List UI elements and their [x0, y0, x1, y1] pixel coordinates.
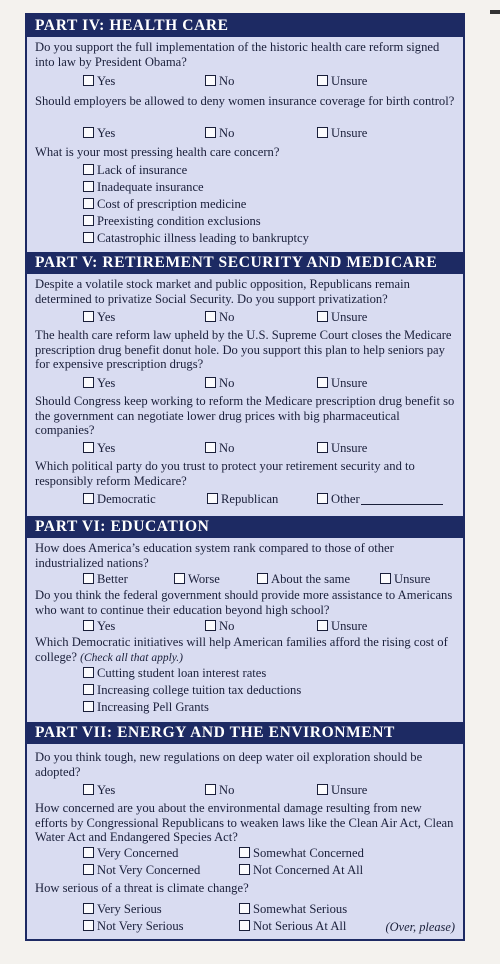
question-text: How serious of a threat is climate change?	[35, 881, 249, 895]
checkbox[interactable]	[83, 903, 94, 914]
option-yes[interactable]: Yes	[83, 376, 115, 390]
checkbox[interactable]	[83, 215, 94, 226]
question-text: Do you think the federal government should provide more assistance to Americans who want to continue their education beyond high school?	[35, 588, 453, 617]
option-no[interactable]: No	[205, 126, 234, 140]
checkbox[interactable]	[83, 493, 94, 504]
option-unsure[interactable]: Unsure	[380, 572, 430, 586]
question-text: The health care reform law upheld by the U.S. Supreme Court closes the Medicare prescription drug benefit donut hole. Do you support this plan to help seniors pay for expensive prescription drugs?	[35, 328, 452, 371]
option-no[interactable]: No	[205, 783, 234, 797]
option-yes[interactable]: Yes	[83, 74, 115, 88]
checkbox[interactable]	[83, 232, 94, 243]
checkbox[interactable]	[317, 75, 328, 86]
checkbox[interactable]	[83, 377, 94, 388]
checkbox[interactable]	[83, 847, 94, 858]
option-not-serious-at-all[interactable]: Not Serious At All	[239, 919, 346, 933]
checkbox[interactable]	[205, 311, 216, 322]
option-yes[interactable]: Yes	[83, 619, 115, 633]
checkbox[interactable]	[83, 667, 94, 678]
checkbox[interactable]	[83, 75, 94, 86]
checkbox[interactable]	[317, 311, 328, 322]
section-header: PART V: RETIREMENT SECURITY AND MEDICARE	[27, 252, 463, 274]
option-concern[interactable]: Preexisting condition exclusions	[83, 214, 261, 228]
other-write-in-line[interactable]	[361, 494, 443, 505]
checkbox[interactable]	[83, 573, 94, 584]
question-text: What is your most pressing health care concern?	[35, 145, 280, 159]
option-yes[interactable]: Yes	[83, 126, 115, 140]
question-text: How concerned are you about the environmental damage resulting from new efforts by Congressional Republicans to weaken laws like the Clean Air Act, Clean Water Act and Endangered Species Act?	[35, 801, 454, 844]
option-initiative[interactable]: Increasing Pell Grants	[83, 700, 209, 714]
option-unsure[interactable]: Unsure	[317, 619, 367, 633]
option-other[interactable]: Other	[317, 492, 443, 506]
option-concern[interactable]: Cost of prescription medicine	[83, 197, 246, 211]
option-yes[interactable]: Yes	[83, 441, 115, 455]
checkbox[interactable]	[174, 573, 185, 584]
page-edge-mark	[490, 10, 500, 14]
option-worse[interactable]: Worse	[174, 572, 220, 586]
checkbox[interactable]	[205, 377, 216, 388]
option-yes[interactable]: Yes	[83, 310, 115, 324]
option-unsure[interactable]: Unsure	[317, 376, 367, 390]
option-initiative[interactable]: Increasing college tuition tax deductions	[83, 683, 301, 697]
checkbox[interactable]	[205, 784, 216, 795]
check-all-note: (Check all that apply.)	[80, 651, 183, 664]
option-better[interactable]: Better	[83, 572, 128, 586]
checkbox[interactable]	[317, 784, 328, 795]
checkbox[interactable]	[83, 164, 94, 175]
checkbox[interactable]	[317, 377, 328, 388]
option-somewhat-serious[interactable]: Somewhat Serious	[239, 902, 347, 916]
checkbox[interactable]	[83, 442, 94, 453]
checkbox[interactable]	[239, 847, 250, 858]
checkbox[interactable]	[83, 864, 94, 875]
checkbox[interactable]	[317, 442, 328, 453]
checkbox[interactable]	[83, 920, 94, 931]
checkbox[interactable]	[83, 311, 94, 322]
checkbox[interactable]	[239, 864, 250, 875]
option-unsure[interactable]: Unsure	[317, 441, 367, 455]
option-no[interactable]: No	[205, 376, 234, 390]
option-yes[interactable]: Yes	[83, 783, 115, 797]
option-somewhat-concerned[interactable]: Somewhat Concerned	[239, 846, 364, 860]
checkbox[interactable]	[207, 493, 218, 504]
question-text: How does America’s education system rank compared to those of other industrialized nations?	[35, 541, 394, 570]
option-no[interactable]: No	[205, 441, 234, 455]
option-unsure[interactable]: Unsure	[317, 310, 367, 324]
checkbox[interactable]	[83, 620, 94, 631]
option-concern[interactable]: Lack of insurance	[83, 163, 187, 177]
over-please-note: (Over, please)	[385, 920, 455, 934]
option-unsure[interactable]: Unsure	[317, 783, 367, 797]
option-concern[interactable]: Catastrophic illness leading to bankruptcy	[83, 231, 309, 245]
option-republican[interactable]: Republican	[207, 492, 278, 506]
question-text: Which Democratic initiatives will help American families afford the rising cost of college? (Check all that apply.)	[35, 635, 448, 664]
checkbox[interactable]	[83, 127, 94, 138]
checkbox[interactable]	[83, 784, 94, 795]
question-text: Despite a volatile stock market and public opposition, Republicans remain determined to privatize Social Security. Do you support privatization?	[35, 277, 410, 306]
option-concern[interactable]: Inadequate insurance	[83, 180, 204, 194]
checkbox[interactable]	[205, 127, 216, 138]
option-no[interactable]: No	[205, 74, 234, 88]
option-not-concerned-at-all[interactable]: Not Concerned At All	[239, 863, 363, 877]
option-not-very-serious[interactable]: Not Very Serious	[83, 919, 184, 933]
checkbox[interactable]	[317, 493, 328, 504]
checkbox[interactable]	[83, 181, 94, 192]
checkbox[interactable]	[317, 620, 328, 631]
option-very-serious[interactable]: Very Serious	[83, 902, 162, 916]
checkbox[interactable]	[83, 684, 94, 695]
option-no[interactable]: No	[205, 310, 234, 324]
option-democratic[interactable]: Democratic	[83, 492, 156, 506]
option-very-concerned[interactable]: Very Concerned	[83, 846, 178, 860]
section-header: PART IV: HEALTH CARE	[27, 15, 463, 37]
checkbox[interactable]	[317, 127, 328, 138]
question-text: Do you think tough, new regulations on deep water oil exploration should be adopted?	[35, 750, 423, 779]
option-unsure[interactable]: Unsure	[317, 126, 367, 140]
question-text: Do you support the full implementation of the historic health care reform signed into law by President Obama?	[35, 40, 440, 69]
checkbox[interactable]	[205, 75, 216, 86]
checkbox[interactable]	[239, 903, 250, 914]
checkbox[interactable]	[380, 573, 391, 584]
option-no[interactable]: No	[205, 619, 234, 633]
option-about-the-same[interactable]: About the same	[257, 572, 350, 586]
option-not-very-concerned[interactable]: Not Very Concerned	[83, 863, 200, 877]
question-text: Should employers be allowed to deny women insurance coverage for birth control?	[35, 94, 455, 108]
question-text: Which political party do you trust to protect your retirement security and to responsibly reform Medicare?	[35, 459, 415, 488]
checkbox[interactable]	[257, 573, 268, 584]
checkbox[interactable]	[205, 442, 216, 453]
option-initiative[interactable]: Cutting student loan interest rates	[83, 666, 266, 680]
option-unsure[interactable]: Unsure	[317, 74, 367, 88]
checkbox[interactable]	[83, 198, 94, 209]
checkbox[interactable]	[205, 620, 216, 631]
checkbox[interactable]	[83, 701, 94, 712]
section-header: PART VI: EDUCATION	[27, 516, 463, 538]
checkbox[interactable]	[239, 920, 250, 931]
survey-form	[25, 13, 465, 941]
question-text: Should Congress keep working to reform the Medicare prescription drug benefit so the government can negotiate lower drug prices with big pharmaceutical companies?	[35, 394, 455, 437]
section-header: PART VII: ENERGY AND THE ENVIRONMENT	[27, 722, 463, 744]
